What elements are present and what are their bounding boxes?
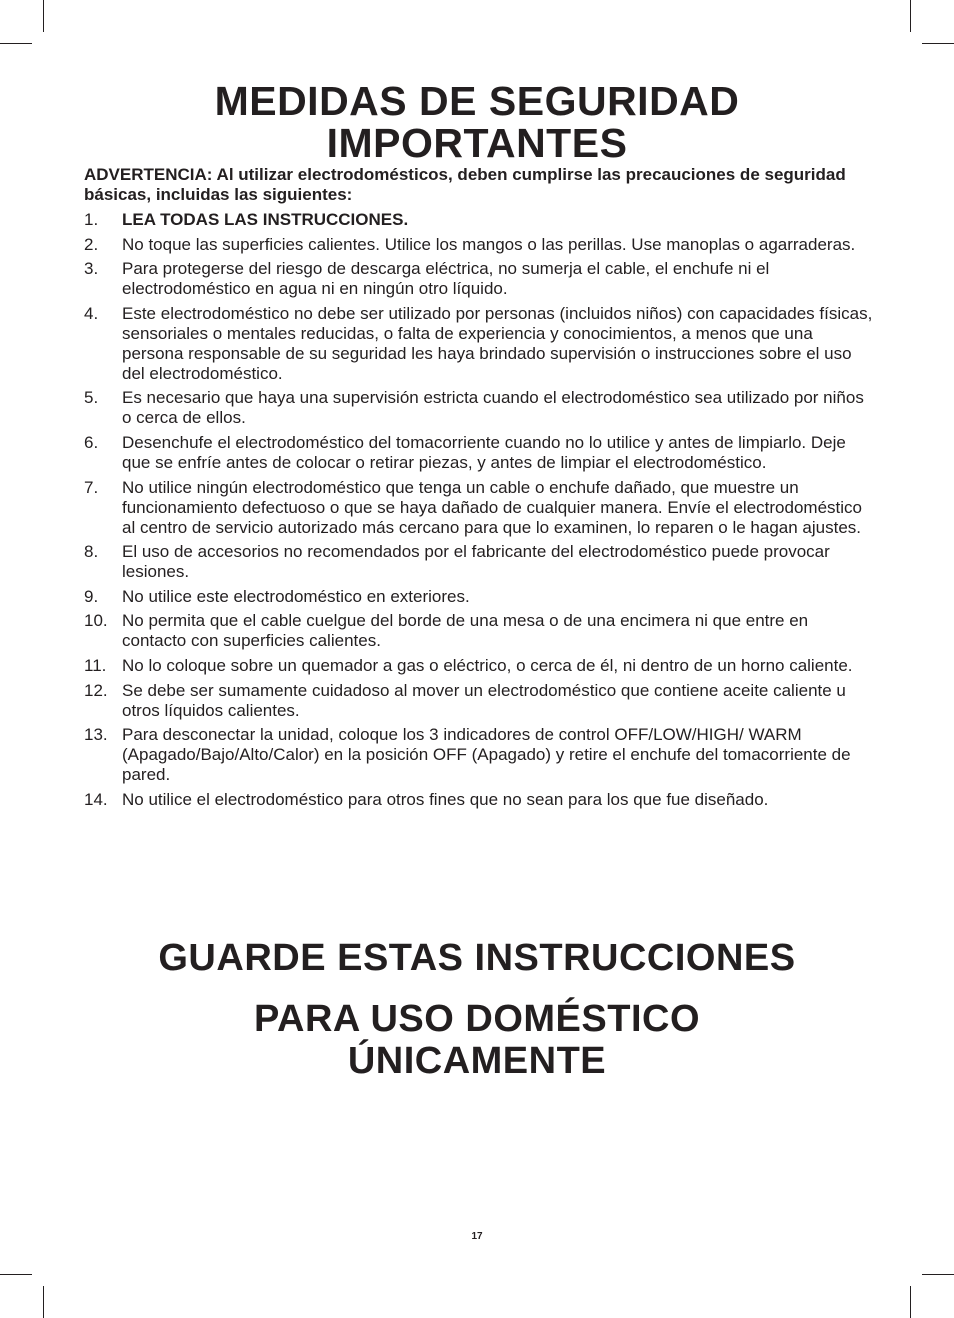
household-use-heading-line-1: PARA USO DOMÉSTICO bbox=[253, 998, 701, 1040]
list-item bbox=[84, 656, 874, 676]
list-item bbox=[84, 790, 874, 810]
crop-mark-top-left-vertical bbox=[43, 0, 44, 32]
list-item-text: No utilice el electrodoméstico para otros fines que no sean para los que fue diseñado. bbox=[122, 789, 769, 809]
list-item-number: 11. bbox=[84, 655, 107, 675]
list-item-text: No utilice ningún electrodoméstico que tenga un cable o enchufe dañado, que muestre un funcionamiento defectuoso o que se haya dañado de cualquier manera. Envíe el electrodoméstico al centro de servicio autorizado más cercano para que lo examinen, lo reparen o le hagan ajustes. bbox=[122, 477, 862, 537]
list-item-number: 1. bbox=[84, 210, 99, 229]
list-item-number: 3. bbox=[84, 259, 99, 279]
crop-mark-bottom-left-horizontal bbox=[0, 1274, 32, 1275]
list-item-text: No permita que el cable cuelgue del borde de una mesa o de una encimera ni que entre en contacto con superficies calientes. bbox=[122, 611, 809, 651]
crop-mark-bottom-left-vertical bbox=[43, 1286, 44, 1318]
warning-text: ADVERTENCIA: Al utilizar electrodomésticos, deben cumplirse las precauciones de seguridad básicas, incluidas las siguientes: bbox=[84, 165, 846, 204]
list-item-number: 14. bbox=[84, 789, 108, 809]
list-item bbox=[84, 725, 874, 785]
list-item bbox=[84, 304, 874, 384]
list-item-text: Para desconectar la unidad, coloque los 3 indicadores de control OFF/LOW/HIGH/ WARM (Apagado/Bajo/Alto/Calor) en la posición OFF (Apagado) y retire el enchufe del tomacorriente de pared. bbox=[122, 725, 851, 785]
crop-mark-bottom-right-vertical bbox=[910, 1286, 911, 1318]
list-item-text: LEA TODAS LAS INSTRUCCIONES. bbox=[122, 210, 409, 229]
list-item-number: 7. bbox=[84, 477, 99, 497]
list-item-text: No utilice este electrodoméstico en exteriores. bbox=[122, 586, 470, 606]
list-item bbox=[84, 542, 874, 582]
crop-mark-top-right-vertical bbox=[910, 0, 911, 32]
crop-mark-bottom-right-horizontal bbox=[922, 1274, 954, 1275]
page-title bbox=[0, 80, 954, 164]
page-number: 17 bbox=[471, 1231, 483, 1242]
crop-mark-top-right-horizontal bbox=[922, 43, 954, 44]
list-item-number: 8. bbox=[84, 542, 99, 562]
list-item bbox=[84, 259, 874, 299]
safety-list bbox=[84, 210, 874, 814]
list-item-number: 13. bbox=[84, 725, 108, 745]
list-item bbox=[84, 210, 874, 230]
list-item-text: Este electrodoméstico no debe ser utilizado por personas (incluidos niños) con capacidades físicas, sensoriales o mentales reducidas, o falta de experiencia y conocimientos, a menos que una persona responsable de su seguridad les haya brindado supervisión o instrucciones sobre el uso del electrodoméstico. bbox=[122, 303, 873, 383]
household-use-heading bbox=[0, 998, 954, 1082]
list-item bbox=[84, 478, 874, 538]
list-item-number: 12. bbox=[84, 680, 108, 700]
list-item bbox=[84, 611, 874, 651]
list-item-text: Es necesario que haya una supervisión estricta cuando el electrodoméstico sea utilizado por niños o cerca de ellos. bbox=[122, 388, 864, 428]
list-item-number: 2. bbox=[84, 234, 99, 254]
list-item bbox=[84, 587, 874, 607]
list-item bbox=[84, 388, 874, 428]
list-item-number: 9. bbox=[84, 586, 99, 606]
crop-mark-top-left-horizontal bbox=[0, 43, 32, 44]
list-item-number: 10. bbox=[84, 611, 108, 631]
save-instructions-heading: GUARDE ESTAS INSTRUCCIONES bbox=[158, 937, 796, 979]
list-item bbox=[84, 235, 874, 255]
household-use-heading-line-2: ÚNICAMENTE bbox=[347, 1040, 607, 1082]
list-item-text: El uso de accesorios no recomendados por el fabricante del electrodoméstico puede provocar lesiones. bbox=[122, 542, 830, 582]
list-item-text: No lo coloque sobre un quemador a gas o eléctrico, o cerca de él, ni dentro de un horno caliente. bbox=[122, 655, 853, 675]
list-item-text: Para protegerse del riesgo de descarga eléctrica, no sumerja el cable, el enchufe ni el electrodoméstico en agua ni en ningún otro líquido. bbox=[122, 259, 770, 299]
list-item-text: Desenchufe el electrodoméstico del tomacorriente cuando no lo utilice y antes de limpiarlo. Deje que se enfríe antes de colocar o retirar piezas, y antes de limpiar el electrodoméstico. bbox=[122, 432, 846, 472]
list-item-number: 5. bbox=[84, 388, 99, 408]
page-title-line-2: IMPORTANTES bbox=[326, 120, 628, 166]
list-item bbox=[84, 433, 874, 473]
list-item-text: No toque las superficies calientes. Utilice los mangos o las perillas. Use manoplas o agarraderas. bbox=[122, 234, 856, 254]
list-item-text: Se debe ser sumamente cuidadoso al mover un electrodoméstico que contiene aceite caliente u otros líquidos calientes. bbox=[122, 680, 846, 720]
list-item-number: 4. bbox=[84, 303, 99, 323]
list-item-number: 6. bbox=[84, 432, 99, 452]
list-item bbox=[84, 681, 874, 721]
page-title-line-1: MEDIDAS DE SEGURIDAD bbox=[214, 78, 740, 124]
